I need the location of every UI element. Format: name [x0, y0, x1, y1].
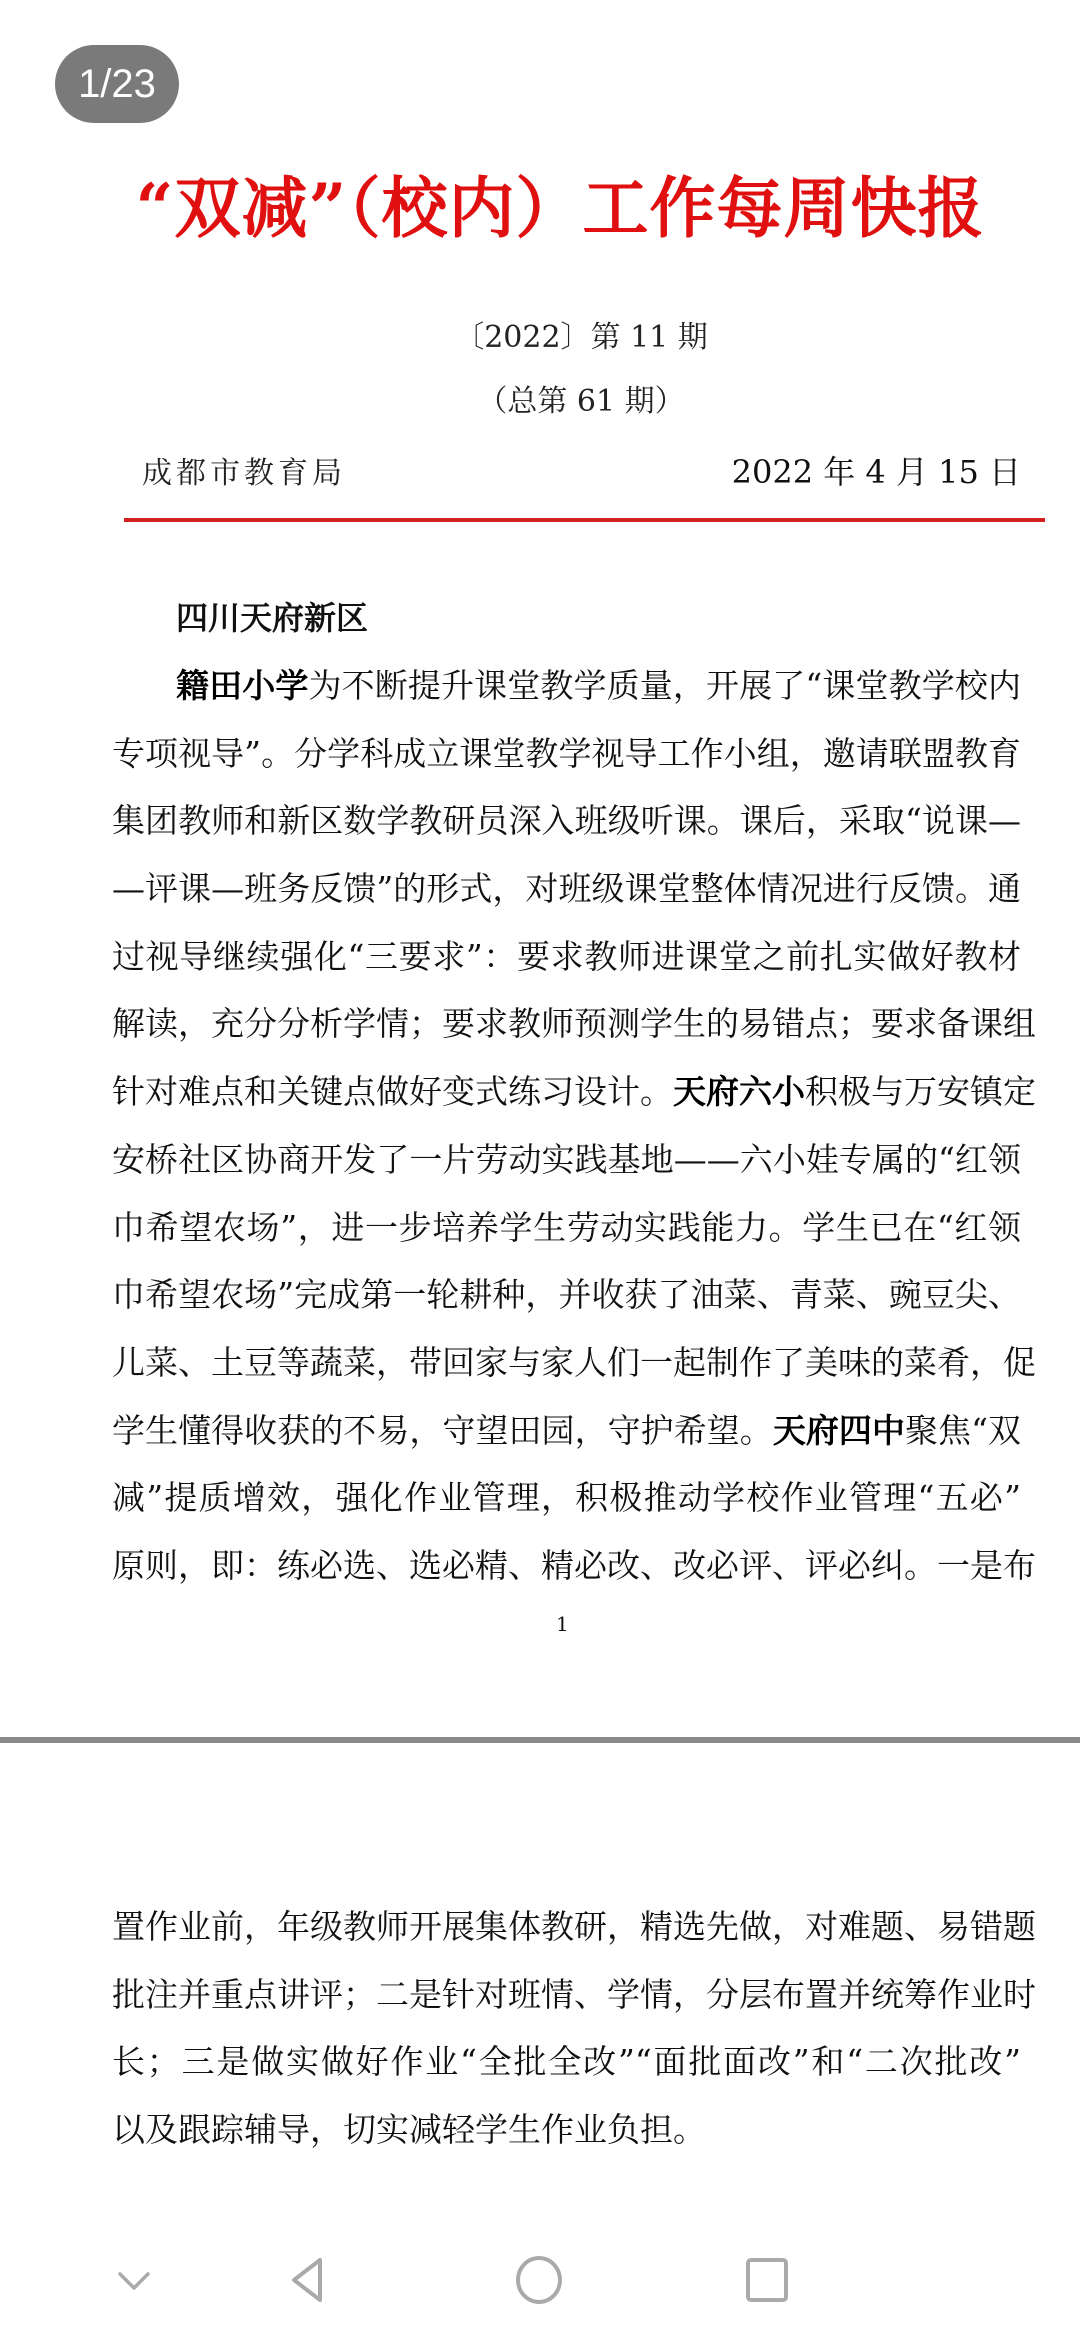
text-line — [112, 1397, 1021, 1465]
text-line — [112, 787, 1021, 855]
text-segment: 集团教师和新区数学教研员深入班级听课。课后，采取“说课— — [112, 801, 1021, 841]
text-line — [112, 1126, 1021, 1194]
text-line — [112, 1464, 1021, 1532]
text-line — [112, 1261, 1021, 1329]
text-segment: 积极与万安镇定 — [805, 1072, 1036, 1112]
publisher: 成都市教育局 — [142, 456, 346, 491]
text-line — [112, 2028, 1021, 2096]
page-number: 1 — [556, 1612, 569, 1636]
total-issue-number: （总第 61 期） — [477, 384, 685, 419]
text-line — [112, 990, 1036, 1058]
text-segment: 减”提质增效，强化作业管理，积极推动学校作业管理“五必” — [112, 1478, 1021, 1518]
text-segment: 巾希望农场”完成第一轮耕种，并收获了油菜、青菜、豌豆尖、 — [112, 1275, 1021, 1315]
text-line — [112, 1194, 1021, 1262]
text-line — [112, 923, 1021, 991]
text-segment: 原则，即：练必选、选必精、精必改、改必评、评必纠。一是布 — [112, 1545, 1036, 1585]
text-segment: 以及跟踪辅导，切实减轻学生作业负担。 — [112, 2110, 706, 2150]
publish-date: 2022 年 4 月 15 日 — [731, 453, 1021, 491]
text-line — [112, 1961, 1036, 2029]
text-line — [112, 1058, 1036, 1126]
issue-number: 〔2022〕第 11 期 — [454, 320, 708, 355]
text-line — [112, 1532, 1036, 1600]
page-separator — [0, 1737, 1080, 1743]
text-segment: 儿菜、土豆等蔬菜，带回家与家人们一起制作了美味的菜肴，促 — [112, 1342, 1036, 1382]
text-segment: 学生懂得收获的不易，守望田园，守护希望。 — [112, 1410, 773, 1450]
text-segment: 为不断提升课堂教学质量，开展了“课堂教学校内 — [308, 666, 1021, 705]
text-segment: 批注并重点讲评；二是针对班情、学情，分层布置并统筹作业时 — [112, 1974, 1036, 2014]
text-segment: 专项视导”。分学科成立课堂教学视导工作小组，邀请联盟教育 — [112, 733, 1021, 773]
school-name: 籍田小学 — [176, 666, 309, 705]
page2-paragraph — [112, 1893, 1036, 2164]
region-heading: 四川天府新区 — [176, 599, 369, 637]
text-segment: 解读，充分分析学情；要求教师预测学生的易错点；要求备课组 — [112, 1004, 1036, 1044]
school-name: 天府四中 — [772, 1410, 906, 1450]
page1-paragraph — [112, 652, 1036, 1600]
text-line — [112, 652, 1021, 720]
back-icon[interactable] — [280, 2252, 336, 2308]
text-line — [112, 1893, 1036, 1961]
system-navigation-bar — [0, 2240, 1080, 2320]
text-segment: 巾希望农场”，进一步培养学生劳动实践能力。学生已在“红领 — [112, 1207, 1021, 1247]
recents-icon[interactable] — [739, 2252, 795, 2308]
text-line — [112, 855, 1021, 923]
text-segment: 过视导继续强化“三要求”：要求教师进课堂之前扎实做好教材 — [112, 936, 1021, 976]
red-divider — [124, 518, 1045, 522]
text-segment: 置作业前，年级教师开展集体教研，精选先做，对难题、易错题 — [112, 1907, 1036, 1946]
text-segment: —评课—班务反馈”的形式，对班级课堂整体情况进行反馈。通 — [112, 869, 1021, 909]
text-segment: 针对难点和关键点做好变式练习设计。 — [112, 1072, 673, 1112]
home-icon[interactable] — [511, 2252, 567, 2308]
text-segment: 长；三是做实做好作业“全批全改”“面批面改”和“二次批改” — [112, 2042, 1021, 2082]
text-segment: 安桥社区协商开发了一片劳动实践基地——六小娃专属的“红领 — [112, 1139, 1021, 1179]
document-title: “双减”（校内）工作每周快报 — [135, 169, 985, 247]
text-line — [112, 1329, 1036, 1397]
text-line — [112, 2096, 1021, 2164]
school-name: 天府六小 — [673, 1072, 805, 1112]
page-indicator-badge: 1/23 — [55, 45, 179, 123]
chevron-down-icon[interactable] — [106, 2252, 162, 2308]
text-line — [112, 720, 1021, 788]
text-segment: 聚焦“双 — [905, 1410, 1022, 1450]
